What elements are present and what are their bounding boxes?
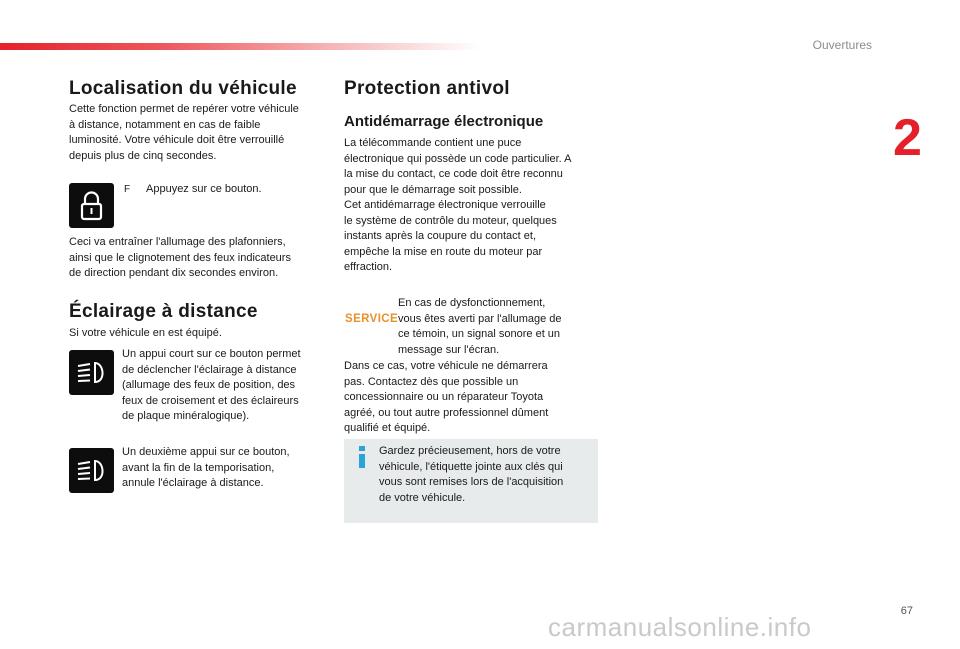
info-icon	[356, 446, 368, 468]
localisation-title: Localisation du véhicule	[69, 78, 297, 99]
antidemarrage-body: La télécommande contient une puce électronique qui possède un code particulier. A la mise du contact, ce code doit être reconnu pour que le démarrage soit possible. Cet antidémarrage électronique verrouille le système de contrôle du moteur, quelques instants après la coupure du contact et, empêche la mise en route du moteur par effraction.	[344, 137, 572, 273]
bullet-marker: F	[124, 184, 131, 195]
watermark: carmanualsonline.info	[548, 612, 812, 642]
protection-title: Protection antivol	[344, 78, 510, 99]
localisation-action: Appuyez sur ce bouton.	[146, 183, 262, 195]
malfunction-text: En cas de dysfonctionnement, vous êtes averti par l'allumage de ce témoin, un signal sonore et un message sur l'écran.	[398, 297, 562, 356]
page-number: 67	[900, 605, 913, 617]
eclairage-first-press: Un appui court sur ce bouton permet de déclencher l'éclairage à distance (allumage des feux de position, des feux de croisement et des éclaireurs de plaque minéralogique).	[122, 348, 301, 422]
headlight-button-icon	[69, 350, 114, 395]
section-title: Ouvertures	[812, 38, 872, 52]
padlock-icon	[69, 183, 114, 228]
eclairage-second-press: Un deuxième appui sur ce bouton, avant la fin de la temporisation, annule l'éclairage à distance.	[122, 446, 290, 489]
header-accent-bar	[0, 43, 480, 50]
chapter-number: 2	[893, 109, 922, 167]
eclairage-condition: Si votre véhicule en est équipé.	[69, 327, 222, 339]
headlight-icon	[69, 350, 114, 395]
service-warning-icon: SERVICE	[345, 313, 399, 325]
antidemarrage-subtitle: Antidémarrage électronique	[344, 113, 544, 130]
localisation-result: Ceci va entraîner l'allumage des plafonniers, ainsi que le clignotement des feux indicateurs de direction pendant dix secondes environ.	[69, 236, 291, 279]
lock-button-icon	[69, 183, 114, 228]
localisation-intro: Cette fonction permet de repérer votre véhicule à distance, notamment en cas de faible luminosité. Votre véhicule doit être verrouillé depuis plus de cinq secondes.	[69, 103, 299, 162]
info-text: Gardez précieusement, hors de votre véhicule, l'étiquette jointe aux clés qui vous sont remises lors de l'acquisition de votre véhicule.	[379, 445, 564, 504]
headlight-button-icon-2	[69, 448, 114, 493]
eclairage-title: Éclairage à distance	[69, 301, 258, 322]
malfunction-continuation: Dans ce cas, votre véhicule ne démarrera pas. Contactez dès que possible un concessionnaire ou un réparateur Toyota agréé, ou tout autre professionnel dûment qualifié et équipé.	[344, 360, 549, 434]
headlight-icon	[69, 448, 114, 493]
